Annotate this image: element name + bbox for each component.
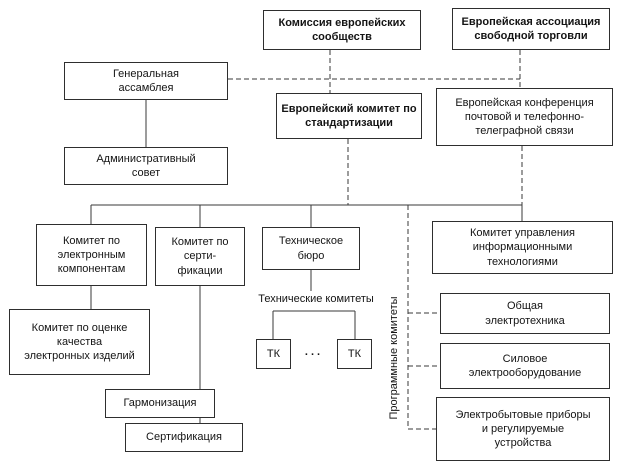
box-general-assembly: Генеральная ассамблея	[64, 62, 228, 100]
box-electronic-components: Комитет по электронным компонентам	[36, 224, 147, 286]
box-certification: Сертификация	[125, 423, 243, 452]
tk-ellipsis: ...	[304, 346, 324, 358]
box-admin-council: Административный совет	[64, 147, 228, 185]
box-tk-2: ТК	[337, 339, 372, 369]
program-committees-label: Программные комитеты	[388, 296, 400, 420]
box-general-electro: Общая электротехника	[440, 293, 610, 334]
box-technical-bureau: Техническое бюро	[262, 227, 360, 270]
box-power-equipment: Силовое электрооборудование	[440, 343, 610, 389]
box-household: Электробытовые приборы и регулируемые устройства	[436, 397, 610, 461]
box-certification-committee: Комитет по серти-фикации	[155, 227, 245, 286]
box-commission: Комиссия европейских сообществ	[263, 10, 421, 50]
box-quality-assessment: Комитет по оценке качества электронных изделий	[9, 309, 150, 375]
box-cen: Европейский комитет по стандартизации	[276, 93, 422, 139]
technical-committees-label: Технические комитеты	[258, 293, 374, 305]
box-tk-1: ТК	[256, 339, 291, 369]
box-harmonization: Гармонизация	[105, 389, 215, 418]
box-cept: Европейская конференция почтовой и телефонно-телеграфной связи	[436, 88, 613, 146]
box-it-management: Комитет управления информационными технологиями	[432, 221, 613, 274]
box-efta: Европейская ассоциация свободной торговли	[452, 8, 610, 50]
